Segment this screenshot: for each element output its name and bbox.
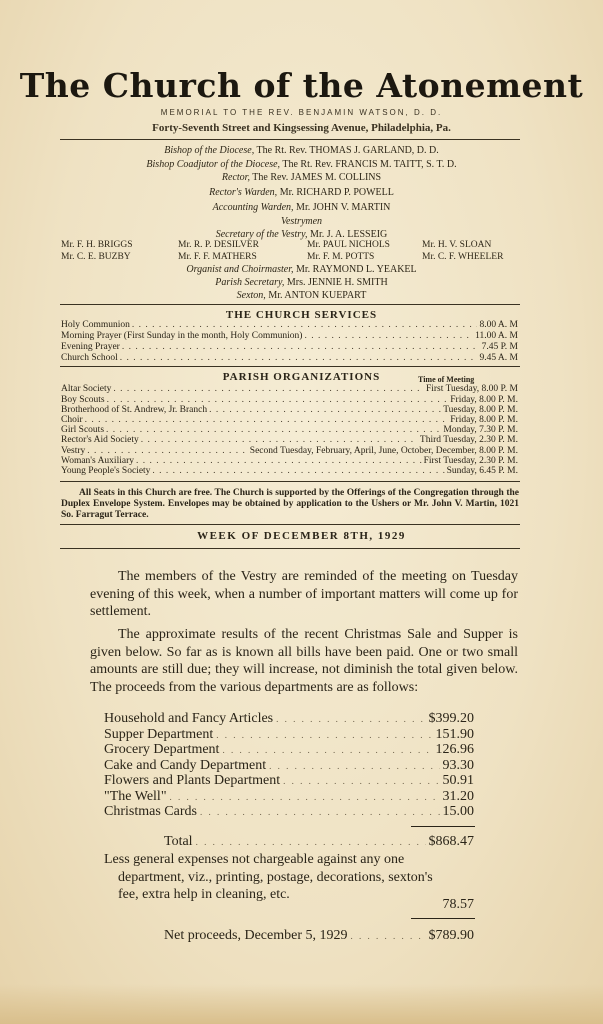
service-time: 9.45 A. M (479, 353, 518, 363)
dot-leader (170, 792, 440, 802)
total-row (104, 834, 474, 850)
dot-leader (107, 395, 449, 405)
proceeds-row (104, 789, 474, 805)
time-of-meeting-heading: Time of Meeting (418, 375, 475, 384)
rector-name: The Rev. JAMES M. COLLINS (252, 172, 382, 183)
organization-time: Monday, 7.30 P. M. (443, 425, 518, 435)
proceeds-row (104, 727, 474, 743)
organization-row (61, 466, 518, 476)
dot-leader (87, 446, 248, 456)
organization-time: Friday, 8.00 P. M. (450, 415, 518, 425)
secretary-line (0, 229, 603, 240)
parish-secretary-line (0, 277, 603, 288)
total-amount: $868.47 (428, 834, 474, 849)
net-label: Net proceeds, December 5, 1929 (164, 928, 348, 943)
organization-time: First Tuesday, 8.00 P. M (425, 384, 518, 394)
dot-leader (269, 761, 439, 771)
bishop-line (0, 145, 603, 156)
christmas-sale-paragraph: The approximate results of the recent Christmas Sale and Supper is given below. So far as is known all bills have been paid. One or two small amounts are still due; they will increase, not diminish the total given below. The proceeds from the various departments are as follows: (90, 627, 518, 695)
organization-time: Tuesday, 8.00 P. M. (443, 405, 518, 415)
dot-leader (136, 456, 422, 466)
dot-leader (350, 931, 425, 941)
expenses-amount: 78.57 (442, 897, 474, 912)
proceeds-amount: $399.20 (428, 711, 474, 726)
proceeds-row (104, 711, 474, 727)
organization-label: Choir (61, 415, 83, 425)
organization-row (61, 435, 518, 445)
organization-row (61, 456, 518, 466)
dot-leader (196, 837, 426, 847)
dot-leader (141, 435, 418, 445)
proceeds-row (104, 773, 474, 789)
rector-role: Rector, (221, 172, 250, 183)
vestryman: Mr. C. E. BUZBY (61, 252, 131, 262)
rector-line (0, 172, 603, 183)
dot-leader (209, 405, 441, 415)
total-rule (411, 826, 475, 827)
organization-label: Brotherhood of St. Andrew, Jr. Branch (61, 405, 208, 415)
sexton-line (0, 290, 603, 301)
service-row (61, 353, 518, 363)
organization-row (61, 446, 518, 456)
warden-line (0, 187, 603, 198)
organization-label: Vestry (61, 446, 86, 456)
church-title: The Church of the Atonement (19, 66, 584, 105)
divider (60, 366, 520, 367)
organization-row (61, 425, 518, 435)
vestryman: Mr. F. M. POTTS (307, 252, 375, 262)
proceeds-label: Household and Fancy Articles (104, 711, 274, 726)
bishop-name: The Rt. Rev. THOMAS J. GARLAND, D. D. (256, 145, 439, 156)
proceeds-label: Grocery Department (104, 742, 220, 757)
organization-label: Rector's Aid Society (61, 435, 139, 445)
proceeds-row (104, 758, 474, 774)
secretary-name: Mr. J. A. LESSEIG (310, 229, 388, 240)
dot-leader (276, 714, 425, 724)
proceeds-label: Supper Department (104, 727, 214, 742)
dot-leader (304, 331, 473, 341)
proceeds-amount: 15.00 (442, 804, 474, 819)
memorial-line: MEMORIAL TO THE REV. BENJAMIN WATSON, D. D. (160, 108, 443, 117)
service-label: Evening Prayer (61, 342, 120, 352)
proceeds-amount: 50.91 (442, 773, 474, 788)
organist-line (0, 264, 603, 275)
seats-note: All Seats in this Church are free. The Church is supported by the Offerings of the Congregation through the Duplex Envelope System. Envelopes may be obtained by application to the Ushers or Mr. John V. Martin, 1021 So. Farragut Terrace. (61, 488, 519, 520)
organization-time: Friday, 8.00 P. M. (450, 395, 518, 405)
vestryman: Mr. F. H. BRIGGS (61, 240, 133, 250)
organization-time: Sunday, 6.45 P. M. (446, 466, 518, 476)
service-row (61, 342, 518, 352)
vestryman: Mr. R. P. DESILVER (178, 240, 259, 250)
organization-label: Young People's Society (61, 466, 151, 476)
organization-label: Altar Society (61, 384, 112, 394)
service-label: Church School (61, 353, 118, 363)
vestrymen-heading (0, 216, 603, 227)
organist-role: Organist and Choirmaster, (186, 264, 294, 275)
secretary-role: Secretary of the Vestry, (215, 229, 308, 240)
proceeds-label: Cake and Candy Department (104, 758, 267, 773)
proceeds-amount: 31.20 (442, 789, 474, 804)
total-label: Total (164, 834, 193, 849)
vestry-reminder-paragraph: The members of the Vestry are reminded of the meeting on Tuesday evening of this week, when a number of important matters will come up for settlement. (90, 569, 518, 619)
sexton-role: Sexton, (236, 290, 266, 301)
coadjutor-role: Bishop Coadjutor of the Diocese, (146, 159, 281, 170)
organization-label: Boy Scouts (61, 395, 105, 405)
net-rule (411, 918, 475, 919)
organizations-heading: PARISH ORGANIZATIONS (222, 371, 381, 383)
accounting-name: Mr. JOHN V. MARTIN (296, 202, 391, 213)
service-time: 7.45 P. M (481, 342, 518, 352)
divider (60, 548, 520, 549)
dot-leader (283, 776, 439, 786)
dot-leader (222, 745, 432, 755)
proceeds-label: Christmas Cards (104, 804, 197, 819)
organist-name: Mr. RAYMOND L. YEAKEL (296, 264, 417, 275)
dot-leader (152, 466, 444, 476)
organization-row (61, 384, 518, 394)
dot-leader (106, 425, 441, 435)
week-heading: WEEK OF DECEMBER 8TH, 1929 (197, 530, 406, 542)
accounting-role: Accounting Warden, (212, 202, 294, 213)
dot-leader (85, 415, 449, 425)
divider (60, 139, 520, 140)
service-time: 11.00 A. M (475, 331, 518, 341)
organization-time: First Tuesday, 2.30 P. M. (423, 456, 518, 466)
organization-time: Third Tuesday, 2.30 P. M. (419, 435, 518, 445)
proceeds-row (104, 742, 474, 758)
vestryman: Mr. C. F. WHEELER (422, 252, 504, 262)
proceeds-row (104, 804, 474, 820)
organization-row (61, 395, 518, 405)
service-time: 8.00 A. M (479, 320, 518, 330)
divider (60, 524, 520, 525)
vestryman: Mr. F. F. MATHERS (178, 252, 257, 262)
warden-name: Mr. RICHARD P. POWELL (279, 187, 394, 198)
dot-leader (216, 730, 432, 740)
church-address: Forty-Seventh Street and Kingsessing Avenue, Philadelphia, Pa. (152, 122, 451, 134)
proceeds-amount: 93.30 (442, 758, 474, 773)
bishop-role: Bishop of the Diocese, (164, 145, 255, 156)
dot-leader (113, 384, 424, 394)
service-row (61, 331, 518, 341)
sexton-name: Mr. ANTON KUEPART (268, 290, 367, 301)
organization-row (61, 415, 518, 425)
service-label: Morning Prayer (First Sunday in the month, Holy Communion) (61, 331, 303, 341)
paper-stain (0, 984, 603, 1024)
warden-role: Rector's Warden, (209, 187, 278, 198)
organization-time: Second Tuesday, February, April, June, October, December, 8.00 P. M. (249, 446, 518, 456)
organization-label: Woman's Auxiliary (61, 456, 134, 466)
dot-leader (122, 342, 480, 352)
expenses-text: Less general expenses not chargeable against any one department, viz., printing, postage, decorations, sexton's fee, extra help in cleaning, etc. (104, 852, 433, 902)
dot-leader (200, 807, 440, 817)
vestryman: Mr. H. V. SLOAN (422, 240, 492, 250)
net-amount: $789.90 (428, 928, 474, 943)
proceeds-label: Flowers and Plants Department (104, 773, 281, 788)
divider (60, 481, 520, 482)
dot-leader (120, 353, 478, 363)
proceeds-amount: 126.96 (435, 742, 474, 757)
accounting-warden-line (0, 202, 603, 213)
organization-label: Girl Scouts (61, 425, 105, 435)
coadjutor-line (0, 159, 603, 170)
parish-secretary-role: Parish Secretary, (215, 277, 285, 288)
vestrymen-label: Vestrymen (280, 216, 323, 227)
service-label: Holy Communion (61, 320, 130, 330)
vestryman: Mr. PAUL NICHOLS (307, 240, 390, 250)
organization-row (61, 405, 518, 415)
proceeds-amount: 151.90 (435, 727, 474, 742)
services-heading: THE CHURCH SERVICES (225, 309, 378, 321)
dot-leader (132, 320, 478, 330)
net-row (104, 928, 474, 944)
coadjutor-name: The Rt. Rev. FRANCIS M. TAITT, S. T. D. (282, 159, 457, 170)
divider (60, 304, 520, 305)
service-row (61, 320, 518, 330)
proceeds-label: "The Well" (104, 789, 167, 804)
parish-secretary-name: Mrs. JENNIE H. SMITH (286, 277, 388, 288)
